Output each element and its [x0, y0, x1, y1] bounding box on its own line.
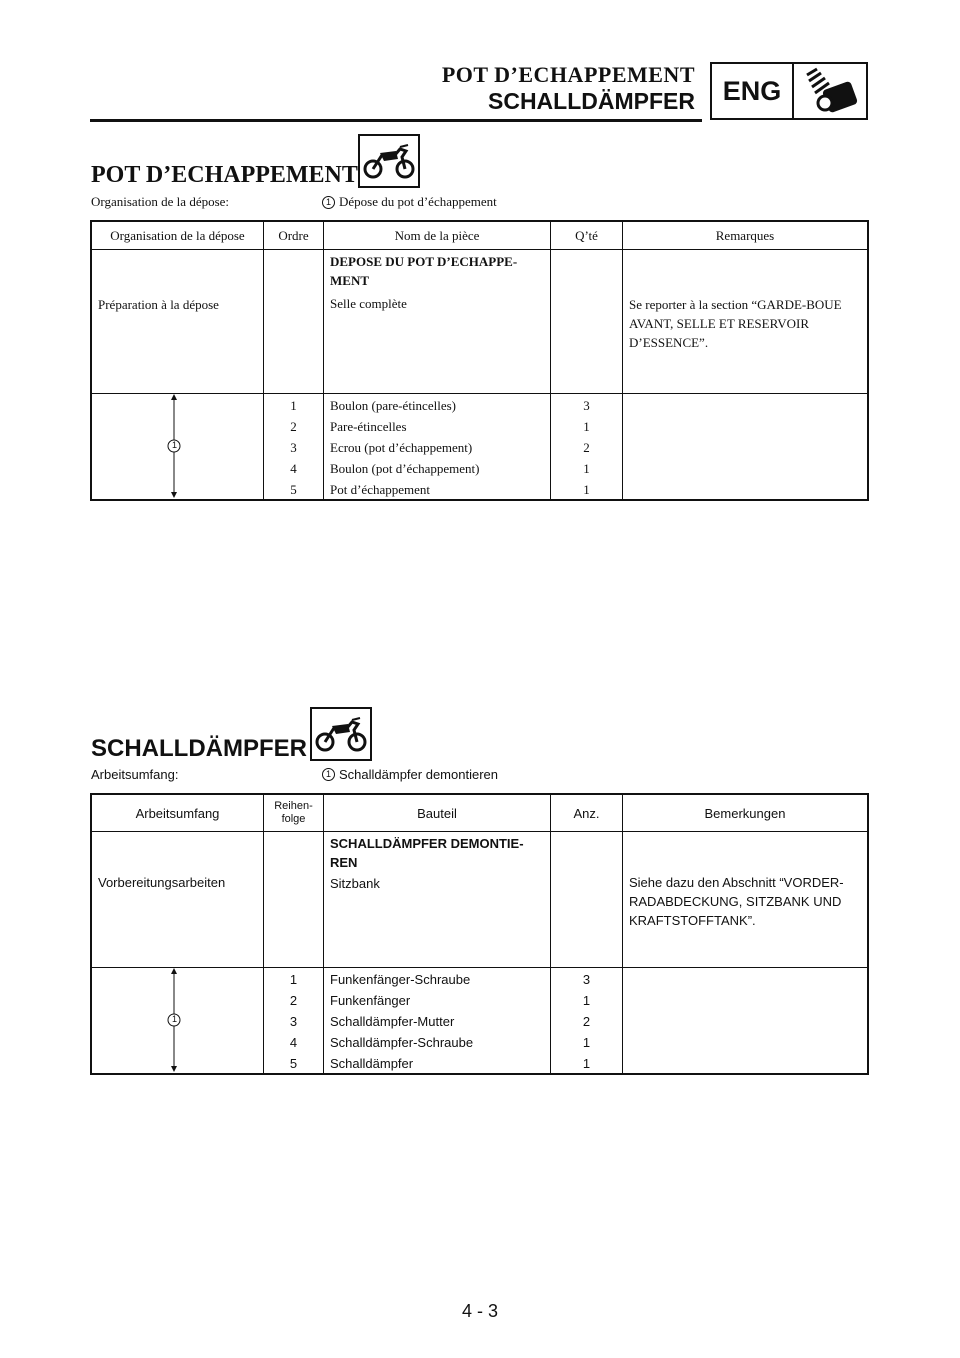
step-part: Schalldämpfer-Mutter — [330, 1014, 455, 1029]
table-header-row — [91, 221, 868, 250]
step-part: Boulon (pare-étincelles) — [330, 398, 456, 413]
step-part: Pare-étincelles — [330, 419, 407, 434]
step-part: Boulon (pot d’échappement) — [330, 461, 480, 476]
remark-line: D’ESSENCE”. — [629, 335, 709, 350]
step-qty: 1 — [583, 461, 590, 476]
org-value-fr — [322, 194, 497, 210]
step-part: Schalldämpfer — [330, 1056, 414, 1071]
col-header-line: Reihen- — [274, 800, 313, 812]
remark-line: RADABDECKUNG, SITZBANK UND — [629, 894, 842, 909]
remark-line: Se reporter à la section “GARDE-BOUE — [629, 297, 842, 312]
prep-cell — [324, 832, 551, 968]
header-title-fr: POT D’ECHAPPEMENT — [441, 62, 695, 87]
engine-piston-icon — [794, 64, 866, 118]
qty-col — [551, 968, 623, 1075]
step-order: 4 — [290, 461, 297, 476]
prep-label: Préparation à la dépose — [91, 250, 264, 394]
prep-remarks — [623, 832, 869, 968]
col-header: Remarques — [623, 221, 869, 250]
step-qty: 2 — [583, 440, 590, 455]
col-header: Bauteil — [324, 794, 551, 832]
step-qty: 1 — [582, 1056, 591, 1071]
step-order: 5 — [289, 1056, 298, 1071]
main-title: DEPOSE DU POT D’ECHAPPE- — [330, 254, 518, 269]
step-part: Pot d’échappement — [330, 482, 430, 497]
org-value-text: Schalldämpfer demontieren — [339, 767, 498, 782]
step-order: 5 — [290, 482, 297, 497]
org-label-de: Arbeitsumfang: — [91, 767, 179, 782]
col-header — [264, 794, 324, 832]
step-part: Funkenfänger — [330, 993, 411, 1008]
order-col — [264, 968, 324, 1075]
step-marker: 1 — [322, 768, 335, 781]
col-header: Q’té — [551, 221, 623, 250]
header-rule — [90, 119, 702, 122]
step-part: Schalldämpfer-Schraube — [330, 1035, 474, 1050]
remark-line: AVANT, SELLE ET RESERVOIR — [629, 316, 810, 331]
range-marker: 1 — [171, 1014, 177, 1024]
col-header: Organisation de la dépose — [91, 221, 264, 250]
col-header: Anz. — [551, 794, 623, 832]
table-header-row — [91, 794, 868, 832]
step-marker: 1 — [322, 196, 335, 209]
procedure-table-fr — [90, 220, 869, 501]
eng-label: ENG — [712, 64, 794, 118]
step-qty: 3 — [582, 972, 591, 987]
page-number: 4 - 3 — [461, 1301, 499, 1321]
prep-remarks — [623, 250, 869, 394]
org-value-text: Dépose du pot d’échappement — [339, 194, 497, 209]
part-col — [324, 968, 551, 1075]
step-qty: 2 — [582, 1014, 591, 1029]
prep-label: Vorbereitungsarbeiten — [91, 832, 264, 968]
table-row — [91, 394, 868, 501]
step-order: 2 — [289, 993, 298, 1008]
step-qty: 1 — [583, 419, 590, 434]
step-qty: 1 — [583, 482, 590, 497]
step-order: 3 — [289, 1014, 298, 1029]
range-arrow-cell — [91, 968, 264, 1075]
step-order: 3 — [290, 440, 297, 455]
remark-line: Siehe dazu den Abschnitt “VORDER- — [629, 875, 844, 890]
prep-part: Selle complète — [330, 296, 407, 311]
header-title-de: SCHALLDÄMPFER — [488, 88, 695, 114]
step-part: Funkenfänger-Schraube — [330, 972, 471, 987]
step-part: Ecrou (pot d’échappement) — [330, 440, 473, 455]
col-header: Nom de la pièce — [324, 221, 551, 250]
eng-section-badge — [710, 62, 868, 120]
table-row — [91, 968, 868, 1075]
motorcycle-icon — [358, 134, 420, 188]
section-title-fr: POT D’ECHAPPEMENT — [91, 162, 358, 188]
col-header: Ordre — [264, 221, 324, 250]
table-row — [91, 250, 868, 394]
col-header-line: folge — [281, 813, 306, 825]
main-title: MENT — [330, 273, 369, 288]
part-col — [324, 394, 551, 501]
step-qty: 3 — [583, 398, 590, 413]
step-qty: 1 — [582, 1035, 591, 1050]
prep-cell — [324, 250, 551, 394]
step-order: 1 — [289, 972, 298, 987]
col-header: Arbeitsumfang — [91, 794, 264, 832]
order-col — [264, 394, 324, 501]
range-marker: 1 — [171, 440, 177, 450]
org-label-fr: Organisation de la dépose: — [91, 194, 230, 209]
main-title: REN — [330, 855, 358, 870]
qty-col — [551, 394, 623, 501]
org-value-de — [322, 767, 498, 782]
table-row — [91, 832, 868, 968]
main-title: SCHALLDÄMPFER DEMONTIE- — [330, 836, 524, 851]
motorcycle-icon — [310, 707, 372, 761]
range-arrow-cell — [91, 394, 264, 501]
step-qty: 1 — [582, 993, 591, 1008]
procedure-table-de — [90, 793, 869, 1075]
step-order: 4 — [289, 1035, 298, 1050]
step-order: 1 — [290, 398, 297, 413]
section-title-de: SCHALLDÄMPFER — [91, 735, 307, 762]
remark-line: KRAFTSTOFFTANK”. — [629, 913, 756, 928]
step-order: 2 — [290, 419, 297, 434]
col-header: Bemerkungen — [623, 794, 869, 832]
prep-part: Sitzbank — [330, 876, 380, 891]
